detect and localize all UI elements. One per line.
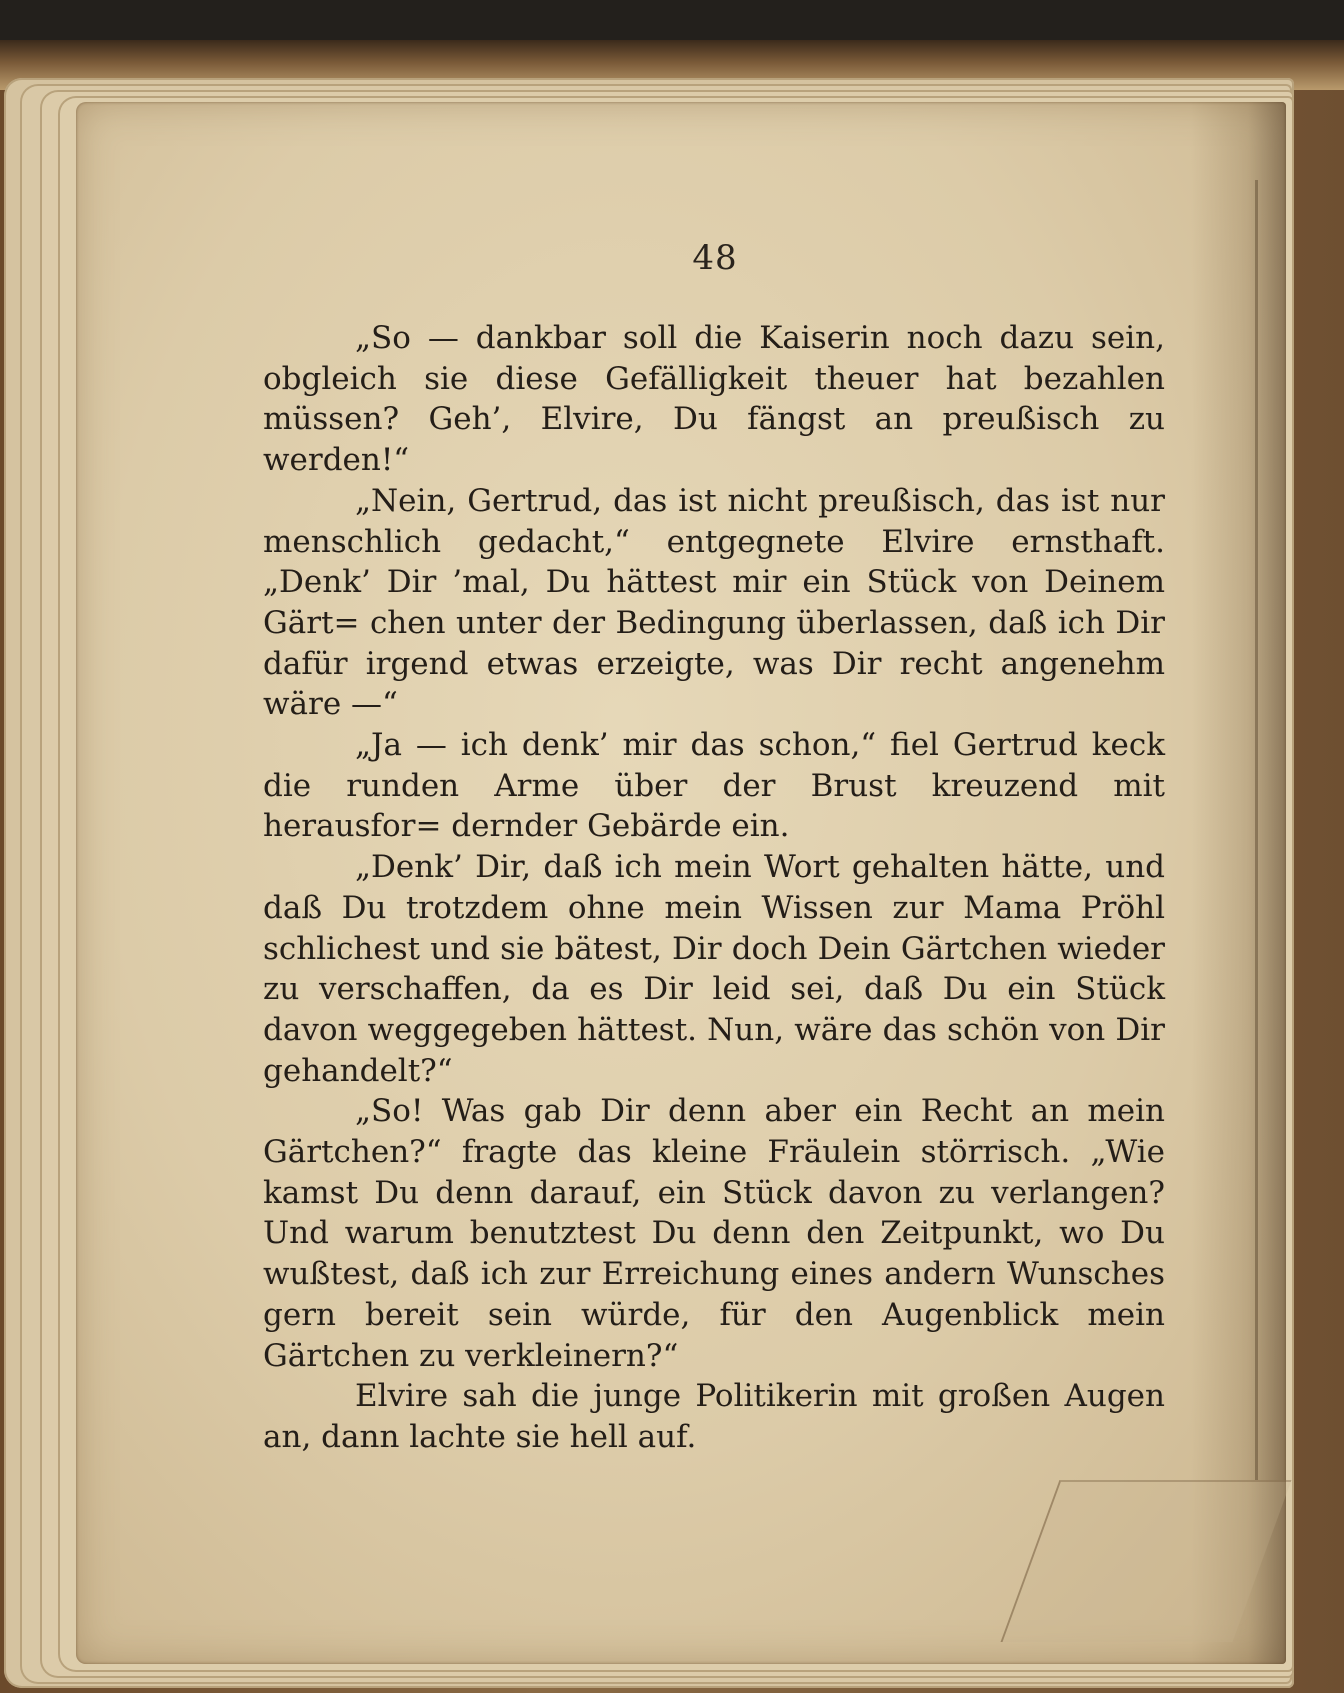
paragraph: „Denk’ Dir, daß ich mein Wort gehalten hätte, und daß Du trotzdem ohne mein Wissen zur Mama Pröhl schlichest und sie bätest, Dir doch Dein Gärtchen wieder zu verschaffen, da es Dir leid sei, daß Du ein Stück davon weggegeben hättest. Nun, wäre das schön von Dir gehandelt?“ [263,849,1165,1089]
paragraph: Elvire sah die junge Politikerin mit großen Augen an, dann lachte sie hell auf. [263,1378,1165,1455]
page-crease [1255,180,1258,1480]
paragraph: „So! Was gab Dir denn aber ein Recht an mein Gärtchen?“ fragte das kleine Fräulein störrisch. „Wie kamst Du denn darauf, ein Stück davon zu verlangen? Und warum benutztest Du denn den Zeitpunkt, wo Du wußtest, daß ich zur Erreichung eines andern Wunsches gern bereit sein würde, für den Augenblick mein Gärtchen zu verkleinern?“ [263,1093,1165,1374]
paragraph: „So — dankbar soll die Kaiserin noch dazu sein, obgleich sie diese Gefälligkeit theuer hat bezahlen müssen? Geh’, Elvire, Du fängst an preußisch zu werden!“ [263,320,1165,479]
paragraph: „Ja — ich denk’ mir das schon,“ fiel Gertrud keck die runden Arme über der Brust kreuzend mit herausfor= dernder Gebärde ein. [263,727,1165,845]
page-gutter-shadow [1191,102,1286,1664]
page-text [263,318,1165,1458]
paragraph: „Nein, Gertrud, das ist nicht preußisch, das ist nur menschlich gedacht,“ entgegnete Elvire ernsthaft. „Denk’ Dir ’mal, Du hättest mir ein Stück von Deinem Gärt= chen unter der Bedingung überlassen, daß ich Dir dafür irgend etwas erzeigte, was Dir recht angenehm wäre —“ [263,482,1165,723]
page-number: 48 [692,238,738,278]
